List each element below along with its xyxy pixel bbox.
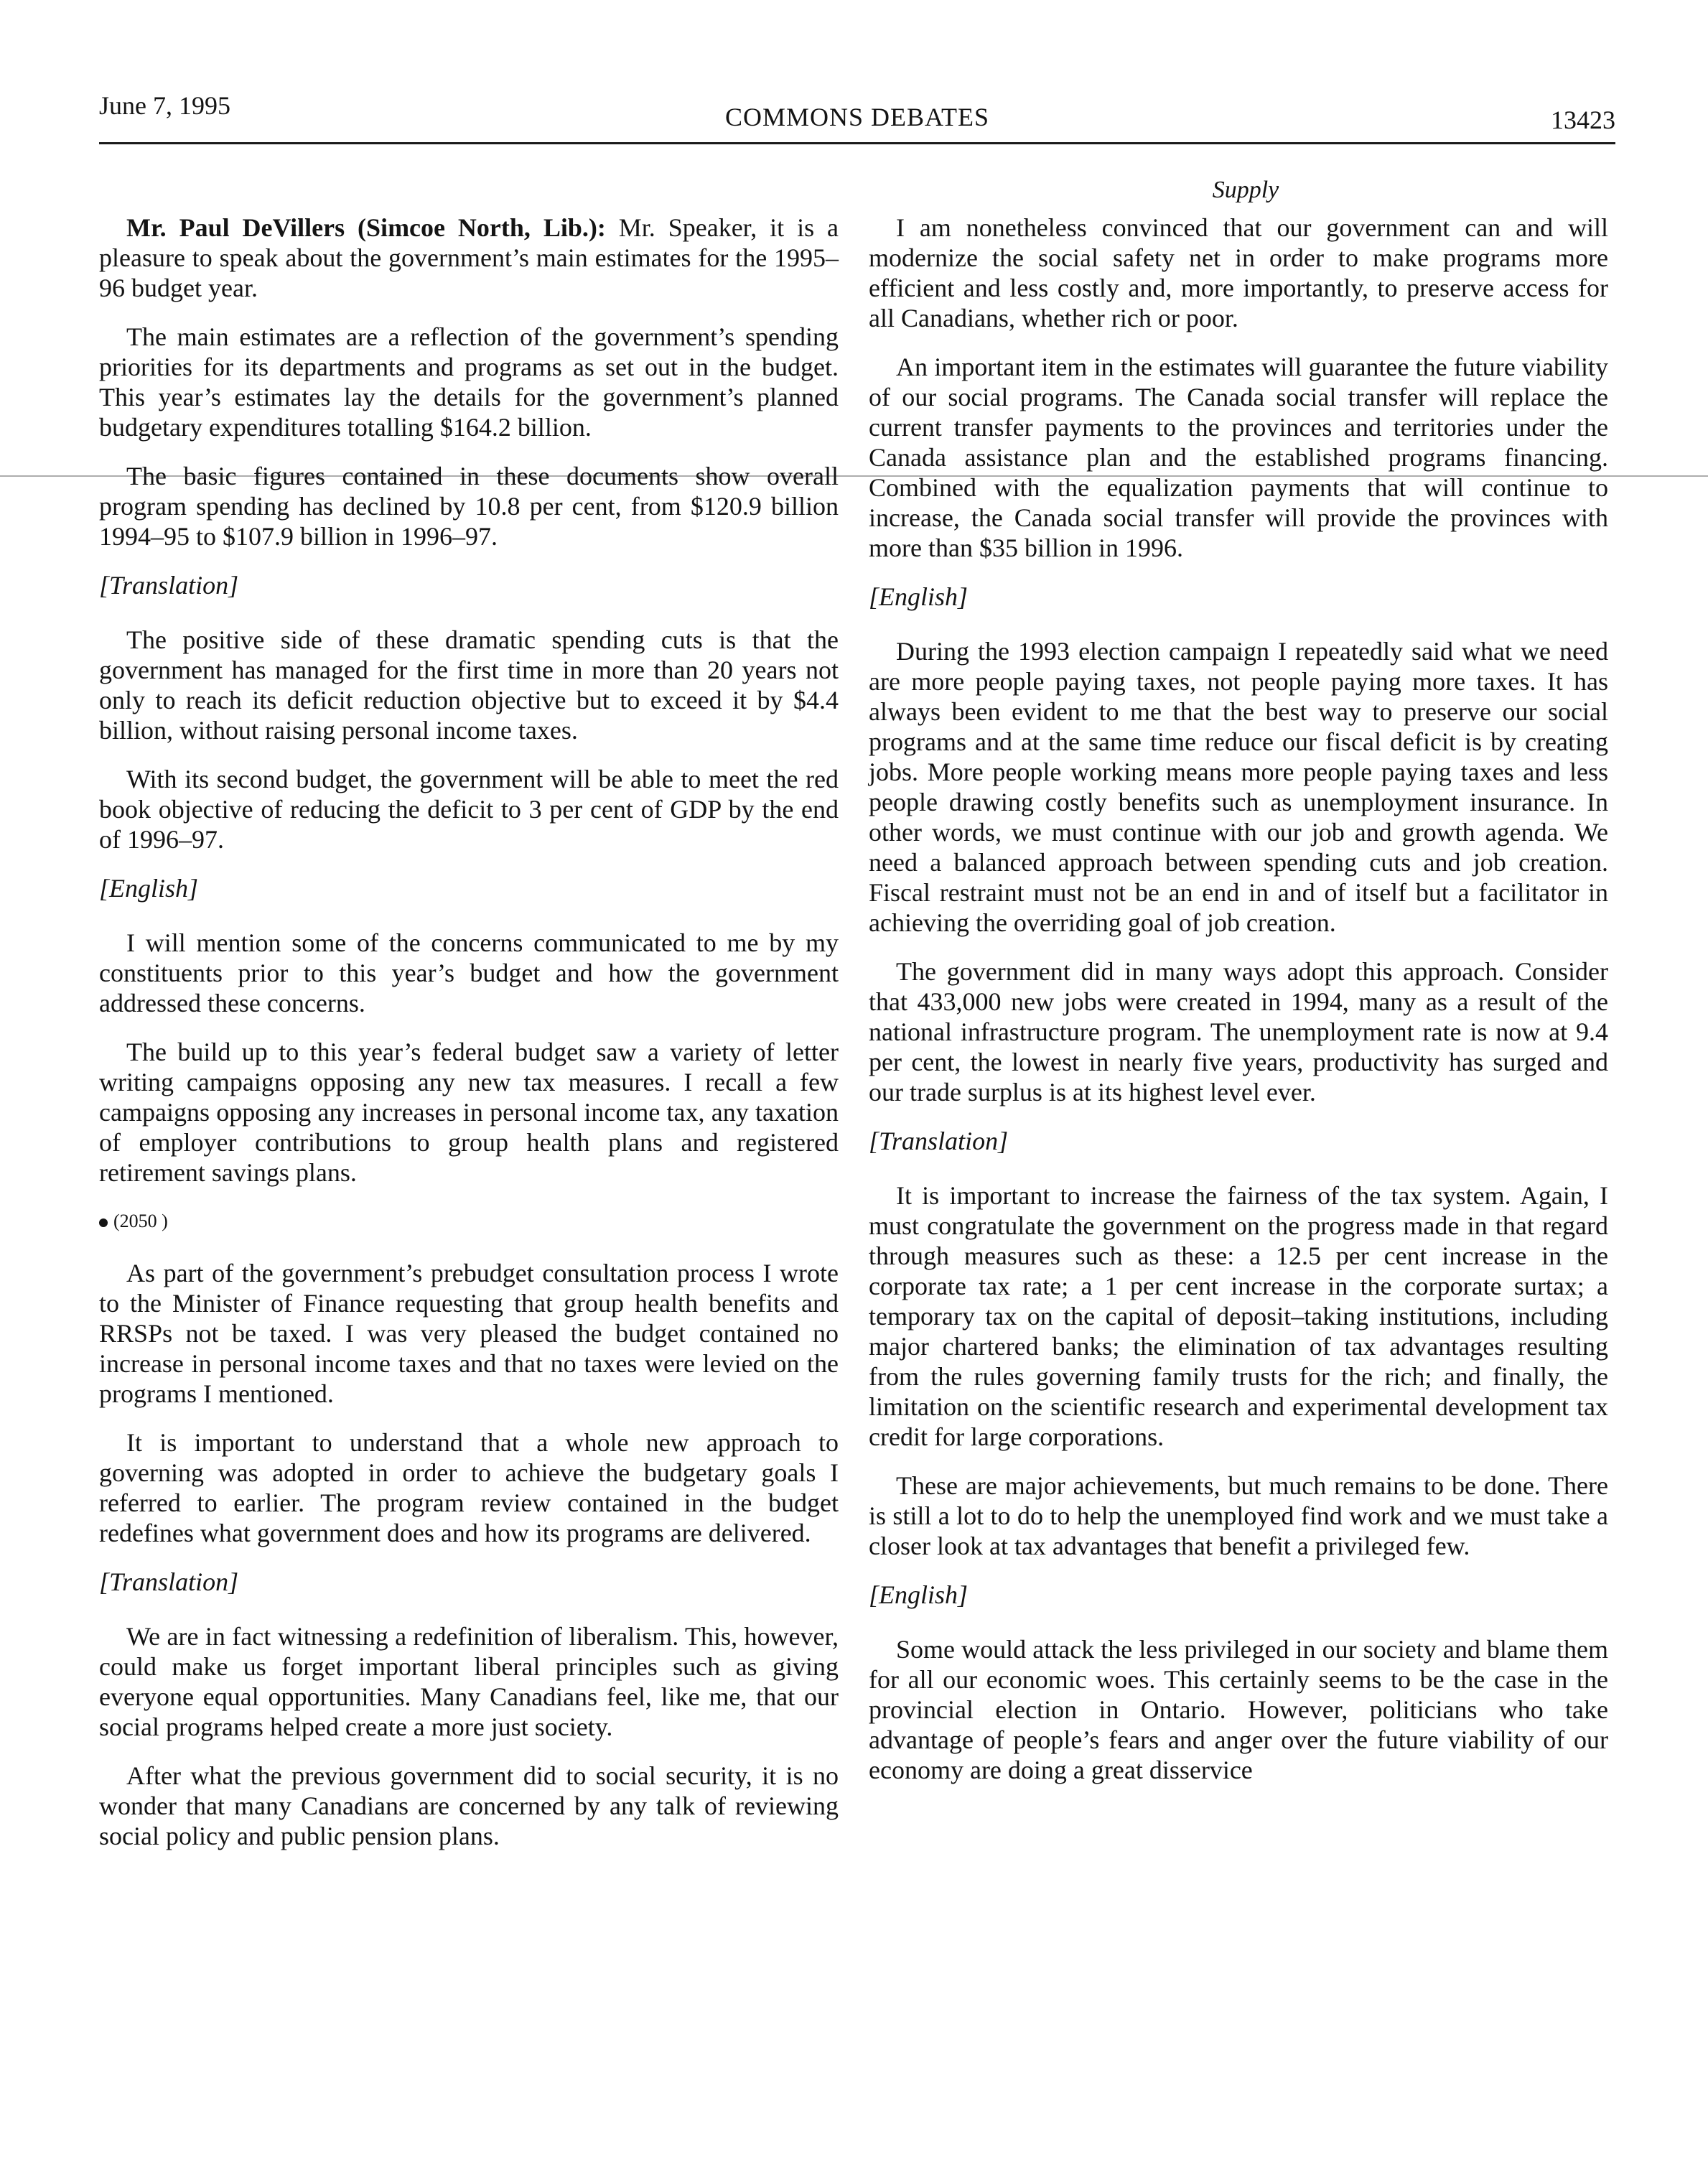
left-column	[99, 213, 839, 1870]
paragraph: We are in fact witnessing a redefinition of liberalism. This, however, could make us forget important liberal principles such as giving everyone equal opportunities. Many Canadians feel, like me, that our social programs helped create a more just society.	[99, 1622, 839, 1741]
paragraph: The basic figures contained in these documents show overall program spending has declined by 10.8 per cent, from $120.9 billion 1994–95 to $107.9 billion in 1996–97.	[99, 462, 839, 551]
speaker-name: Mr. Paul DeVillers (Simcoe North, Lib.):	[126, 213, 606, 242]
language-marker: [English]	[99, 874, 199, 903]
language-marker: [Translation]	[99, 1567, 239, 1596]
paragraph: I will mention some of the concerns communicated to me by my constituents prior to this year’s budget and how the government addressed these concerns.	[99, 928, 839, 1017]
language-marker: [Translation]	[99, 571, 239, 600]
paragraph: After what the previous government did to social security, it is no wonder that many Canadians are concerned by any talk of reviewing social policy and public pension plans.	[99, 1761, 839, 1850]
paragraph: Some would attack the less privileged in our society and blame them for all our economic woes. This certainly seems to be the case in the provincial election in Ontario. However, politicians who take advantage of people’s fears and anger over the future viability of our economy are doing a great disservice	[869, 1635, 1608, 1784]
paragraph: It is important to increase the fairness of the tax system. Again, I must congratulate the government on the progress made in that regard through measures such as these: a 12.5 per cent increase in the corporate tax rate; a 1 per cent increase in the corporate surtax; a temporary tax on the capital of deposit–taking institutions, including major chartered banks; the elimination of tax advantages resulting from the rules governing family trusts for the rich; and finally, the limitation on the scientific research and experimental development tax credit for large corporations.	[869, 1181, 1608, 1451]
paragraph: With its second budget, the government will be able to meet the red book objective of reducing the deficit to 3 per cent of GDP by the end of 1996–97.	[99, 765, 839, 854]
paragraph: The positive side of these dramatic spending cuts is that the government has managed for the first time in more than 20 years not only to reach its deficit reduction objective but to exceed it by $4.4 billion, without raising personal income taxes.	[99, 625, 839, 745]
paragraph: The build up to this year’s federal budget saw a variety of letter writing campaigns opposing any new tax measures. I recall a few campaigns opposing any increases in personal income tax, any taxation of employer contributions to group health plans and registered retirement savings plans.	[99, 1038, 839, 1187]
section-label: Supply	[1212, 177, 1279, 203]
paragraph: It is important to understand that a whole new approach to governing was adopted in order to achieve the budgetary goals I referred to earlier. The program review contained in the budget redefines what government does and how its programs are delivered.	[99, 1428, 839, 1547]
paragraph: The main estimates are a reflection of the government’s spending priorities for its departments and programs as set out in the budget. This year’s estimates lay the details for the government’s planned budgetary expenditures totalling $164.2 billion.	[99, 322, 839, 442]
bullet-icon	[99, 1218, 108, 1227]
timestamp-text: (2050 )	[113, 1211, 168, 1231]
header-title: COMMONS DEBATES	[724, 103, 990, 131]
paragraph: The government did in many ways adopt this approach. Consider that 433,000 new jobs were created in 1994, many as a result of the national infrastructure program. The unemployment rate is now at 9.4 per cent, the lowest in nearly five years, productivity has surged and our trade surplus is at its highest level ever.	[869, 957, 1608, 1106]
paragraph: As part of the government’s prebudget consultation process I wrote to the Minister of Finance requesting that group health benefits and RRSPs not be taxed. I was very pleased the budget contained no increase in personal income taxes and that no taxes were levied on the programs I mentioned.	[99, 1259, 839, 1408]
paragraph: I am nonetheless convinced that our government can and will modernize the social safety net in order to make programs more efficient and less costly and, more importantly, to preserve access for all Canadians, whether rich or poor.	[869, 213, 1608, 332]
right-column	[869, 213, 1608, 1804]
timestamp	[99, 1206, 839, 1236]
paragraph	[99, 213, 839, 303]
language-marker: [English]	[869, 1580, 969, 1609]
paragraph-text: Mr. Speaker, it is a pleasure to speak about the government’s main estimates for the 1995–96 budget year.	[99, 213, 839, 302]
language-marker: [Translation]	[869, 1127, 1009, 1155]
paragraph: An important item in the estimates will guarantee the future viability of our social programs. The Canada social transfer will replace the current transfer payments to the provinces and territories under the Canada assistance plan and the established programs financing. Combined with the equalization payments that will continue to increase, the Canada social transfer will provide the provinces with more than $35 billion in 1996.	[869, 353, 1608, 562]
header-page-number: 13423	[1551, 106, 1615, 134]
paragraph: These are major achievements, but much remains to be done. There is still a lot to do to help the unemployed find work and we must take a closer look at tax advantages that benefit a privileged few.	[869, 1471, 1608, 1560]
page-header	[99, 85, 1615, 144]
language-marker: [English]	[869, 582, 969, 611]
paragraph: During the 1993 election campaign I repeatedly said what we need are more people paying taxes, not people paying more taxes. It has always been evident to me that the best way to preserve our social programs and at the same time reduce our fiscal deficit is by creating jobs. More people working means more people paying taxes and less people drawing costly benefits such as unemployment insurance. In other words, we must continue with our job and growth agenda. We need a balanced approach between spending cuts and job creation. Fiscal restraint must not be an end in and of itself but a facilitator in achieving the overriding goal of job creation.	[869, 637, 1608, 937]
header-date: June 7, 1995	[99, 91, 230, 120]
